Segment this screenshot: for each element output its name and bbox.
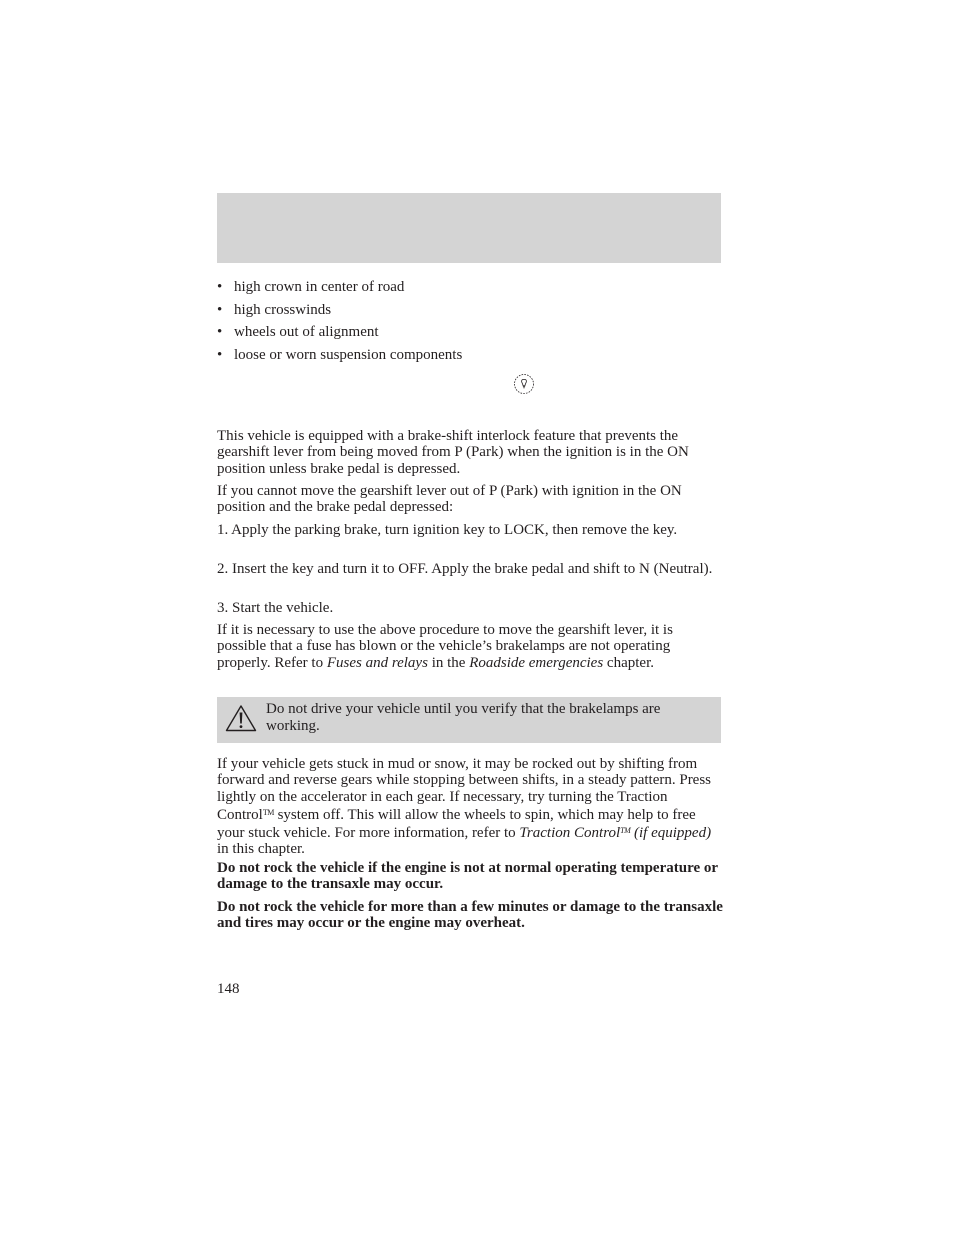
rocking-caution-1: Do not rock the vehicle if the engine is not at normal operating temperature or damage to the transaxle may occur. — [217, 860, 718, 893]
warning-box — [217, 697, 721, 743]
interlock-intro-paragraph: This vehicle is equipped with a brake-shift interlock feature that prevents the gearshift lever from being moved from P (Park) when the ignition is in the ON position unless brake pedal is depressed. — [217, 428, 689, 477]
fuses-relays-reference: Fuses and relays — [326, 654, 428, 671]
list-item: • high crosswinds — [217, 299, 721, 322]
pull-causes-list — [217, 276, 721, 367]
traction-control-reference: Traction Control™ (if equipped) — [519, 825, 712, 842]
bullet-dot: • — [217, 324, 223, 341]
bullet-dot: • — [217, 279, 223, 295]
fuse-note-paragraph: If it is necessary to use the above procedure to move the gearshift lever, it is possible that a fuse has blown or the vehicle’s brakelamps are not operating properly. Refer to Fuses and relays in the Roadside emergencies chapter. — [217, 622, 673, 671]
light-bulb-icon — [513, 373, 535, 395]
step-3: 3. Start the vehicle. — [217, 600, 334, 616]
bullet-dot: • — [217, 347, 223, 364]
list-item: • wheels out of alignment — [217, 321, 721, 344]
roadside-emergencies-reference: Roadside emergencies — [469, 654, 604, 671]
rocking-paragraph: If your vehicle gets stuck in mud or snow, it may be rocked out by shifting from forward and reverse gears while stopping between shifts, in a steady pattern. Press lightly on the accelerator in each gear. If necessary, try turning the Traction Control™ system off. This will allow the wheels to spin, which may help to free your stuck vehicle. For more information, refer to Traction Control™ (if equipped) in this chapter. — [217, 756, 712, 858]
interlock-condition-paragraph: If you cannot move the gearshift lever out of P (Park) with ignition in the ON position and the brake pedal depressed: — [217, 483, 682, 516]
list-item: • loose or worn suspension components — [217, 344, 721, 367]
trademark-mark: TM — [620, 826, 631, 836]
bullet-dot: • — [217, 301, 223, 318]
page-number: 148 — [217, 981, 240, 997]
step-1: 1. Apply the parking brake, turn ignition key to LOCK, then remove the key. — [217, 522, 678, 538]
section-header-band — [217, 193, 721, 263]
warning-text: Do not drive your vehicle until you verify that the brakelamps are working. — [266, 701, 661, 734]
rocking-caution-2: Do not rock the vehicle for more than a few minutes or damage to the transaxle and tires may occur or the engine may overheat. — [217, 899, 723, 932]
list-item: • high crown in center of road — [217, 276, 721, 299]
step-2: 2. Insert the key and turn it to OFF. Apply the brake pedal and shift to N (Neutral). — [217, 561, 713, 577]
warning-triangle-icon — [225, 704, 257, 732]
trademark-mark: TM — [262, 807, 274, 817]
